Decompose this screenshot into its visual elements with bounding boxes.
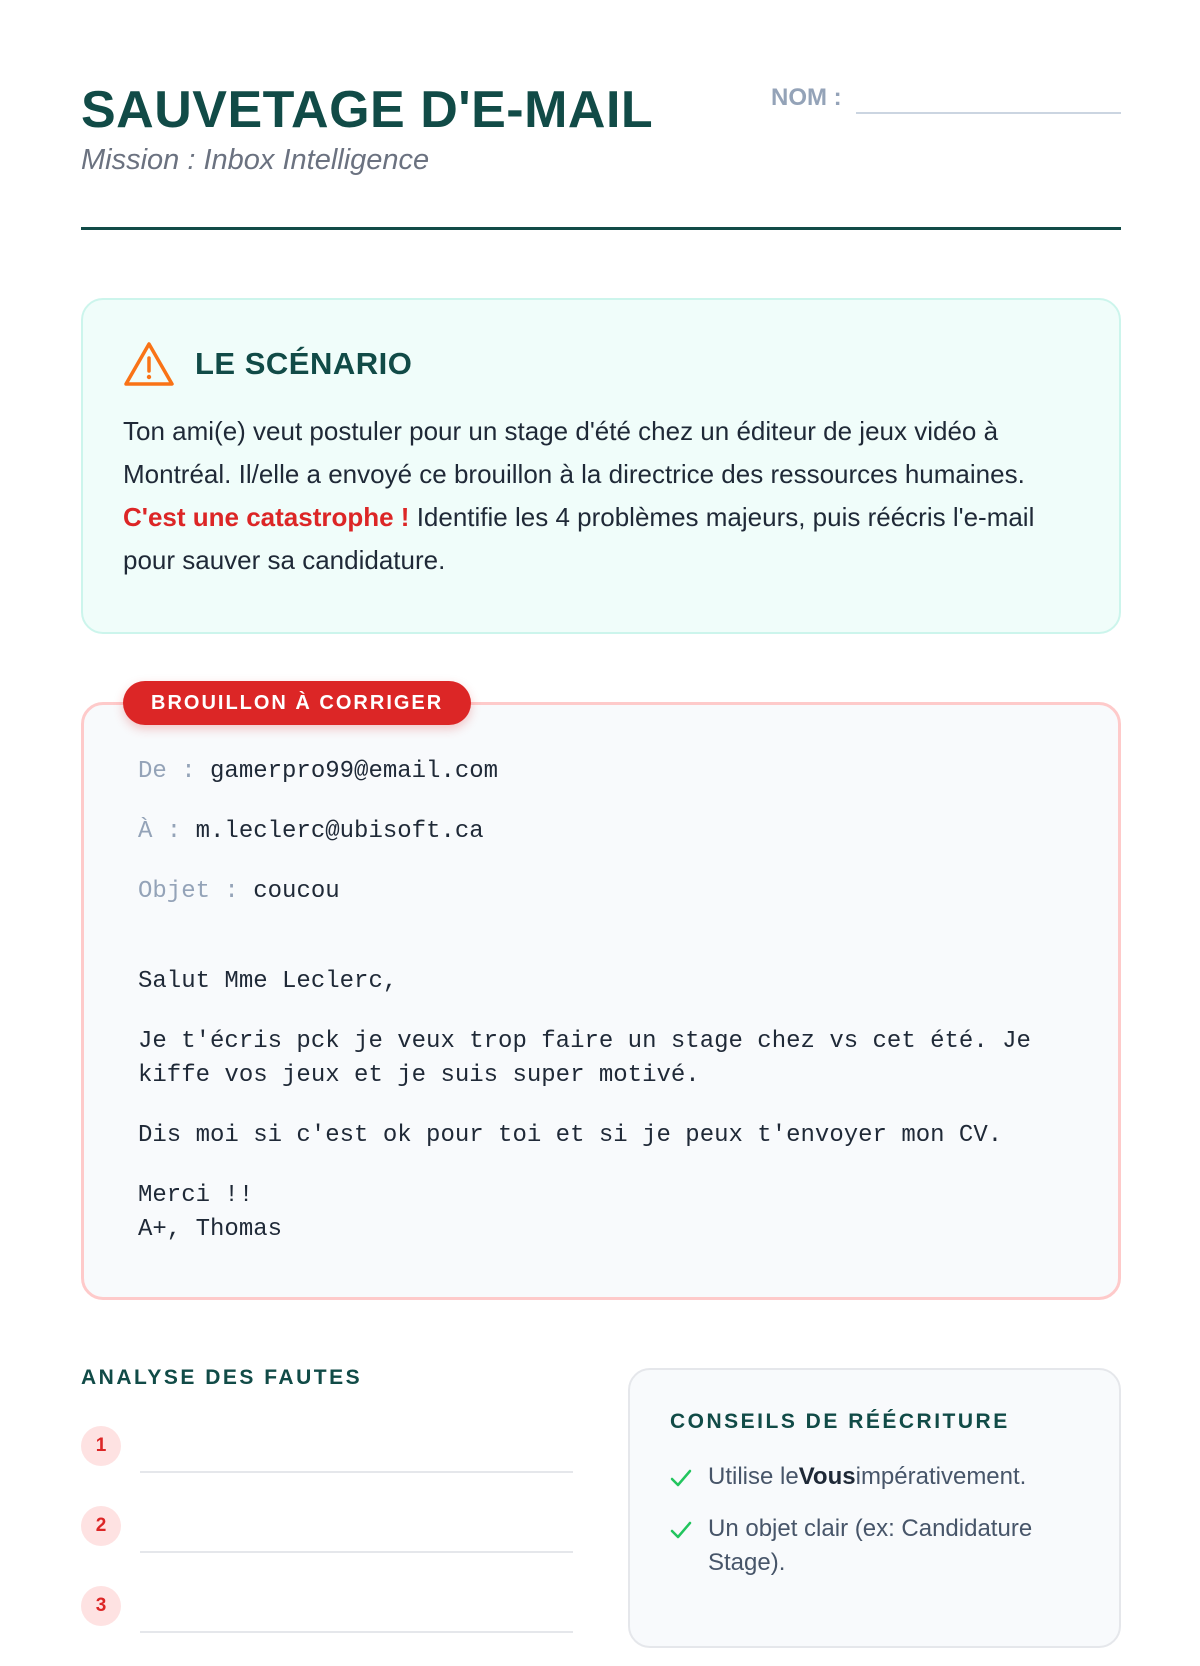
name-field[interactable]	[771, 82, 1121, 118]
fault-number: 2	[81, 1506, 121, 1546]
email-subject	[138, 878, 1064, 938]
email-closing: Merci !! A+, Thomas	[138, 1182, 283, 1243]
subject-label: Objet :	[138, 878, 239, 905]
email-body	[138, 965, 1064, 1247]
check-icon	[670, 1520, 692, 1540]
tip-1-text-end: impérativement.	[855, 1463, 1027, 1490]
tips-list	[670, 1460, 1079, 1580]
rewrite-tips	[628, 1368, 1121, 1648]
scenario-header	[123, 340, 1079, 388]
scenario-text	[123, 410, 1079, 582]
page-subtitle: Mission : Inbox Intelligence	[81, 144, 430, 176]
name-input-line[interactable]	[856, 112, 1121, 114]
from-label: De :	[138, 758, 196, 785]
email-to	[138, 818, 1064, 878]
tip-1-emphasis: Vous	[798, 1463, 856, 1490]
fault-row	[81, 1506, 581, 1586]
fault-number: 3	[81, 1586, 121, 1626]
scenario-text-intro: Ton ami(e) veut postuler pour un stage d'été chez un éditeur de jeux vidéo à Montréal. Il/elle a envoyé ce brouillon à la directrice des ressources humaines.	[123, 416, 1025, 489]
name-label: NOM :	[771, 84, 842, 111]
fault-list	[81, 1426, 581, 1666]
fault-answer-line[interactable]	[140, 1471, 573, 1473]
page-header	[81, 80, 1121, 230]
fault-analysis	[81, 1366, 581, 1666]
scenario-alert: C'est une catastrophe !	[123, 502, 410, 532]
scenario-title: LE SCÉNARIO	[195, 346, 413, 381]
fault-row	[81, 1426, 581, 1506]
check-icon	[670, 1468, 692, 1488]
email-greeting: Salut Mme Leclerc,	[138, 968, 398, 995]
warning-icon	[123, 340, 175, 388]
tip-item	[670, 1460, 1079, 1494]
subject-value: coucou	[253, 878, 340, 905]
tip-item	[670, 1512, 1079, 1580]
scenario-card	[81, 298, 1121, 634]
email-paragraph-1: Je t'écris pck je veux trop faire un stage chez vs cet été. Je kiffe vos jeux et je suis super motivé.	[138, 1028, 1031, 1089]
tip-1-text-start: Utilise le	[708, 1463, 799, 1490]
email-from	[138, 758, 1064, 818]
tips-title: CONSEILS DE RÉÉCRITURE	[670, 1410, 1010, 1433]
to-label: À :	[138, 818, 182, 845]
tip-2-text: Un objet clair (ex: Candidature Stage).	[708, 1515, 1033, 1576]
fault-number: 1	[81, 1426, 121, 1466]
scenario-text-instruction: Identifie les 4 problèmes majeurs, puis réécris l'e-mail pour sauver sa candidature.	[123, 502, 1035, 575]
fault-row	[81, 1586, 581, 1666]
fault-answer-line[interactable]	[140, 1631, 573, 1633]
draft-badge: BROUILLON À CORRIGER	[123, 681, 471, 725]
from-value: gamerpro99@email.com	[210, 758, 499, 785]
header-divider	[81, 227, 1121, 230]
email-paragraph-2: Dis moi si c'est ok pour toi et si je peux t'envoyer mon CV.	[138, 1122, 1003, 1149]
email-draft	[81, 692, 1121, 1300]
to-value: m.leclerc@ubisoft.ca	[195, 818, 484, 845]
page-title: SAUVETAGE D'E-MAIL	[81, 81, 654, 139]
fault-answer-line[interactable]	[140, 1551, 573, 1553]
analysis-title: ANALYSE DES FAUTES	[81, 1366, 363, 1389]
